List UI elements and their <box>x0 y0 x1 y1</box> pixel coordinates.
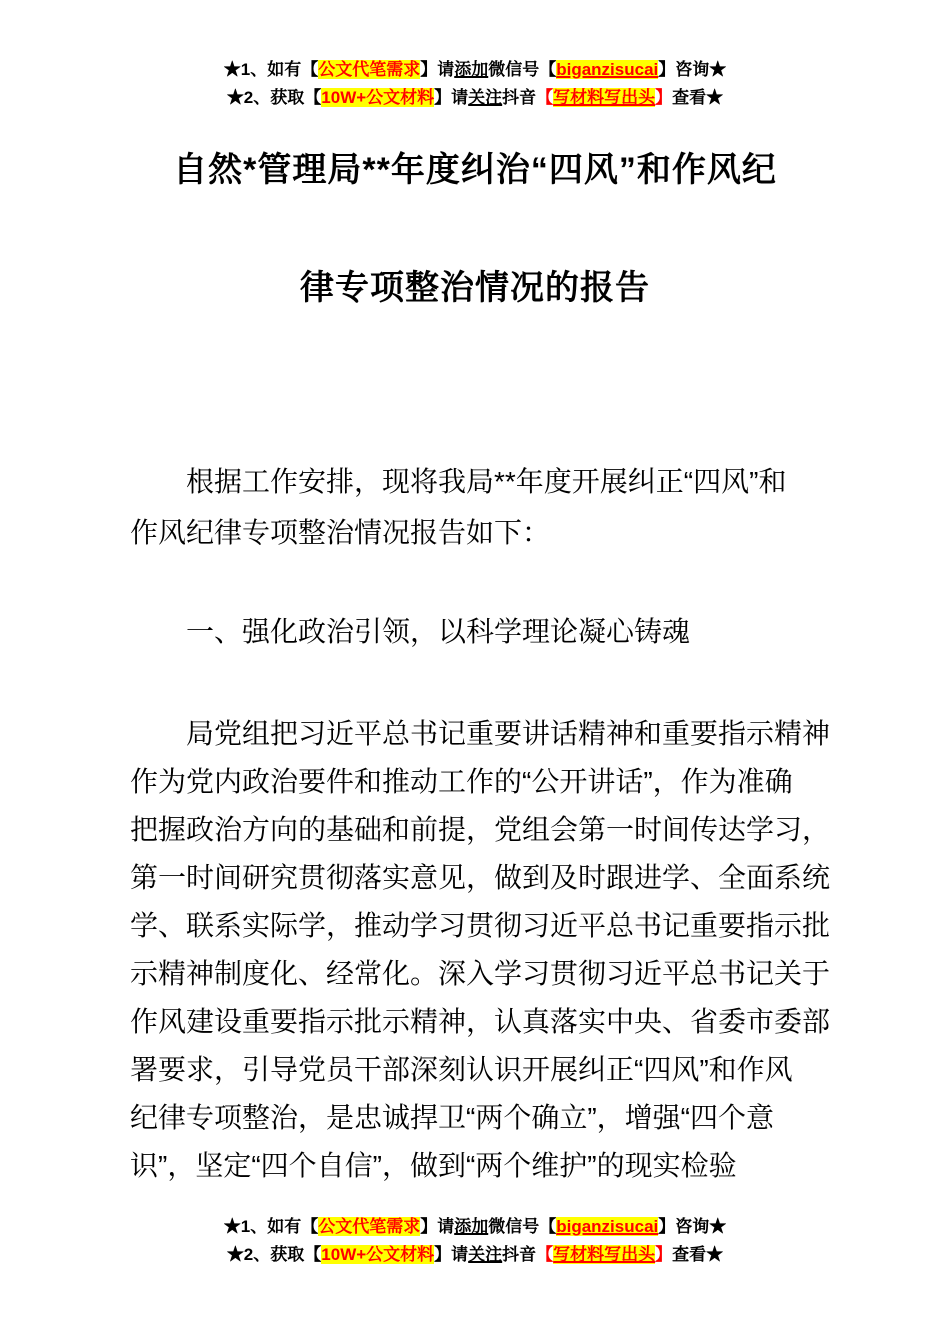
paragraph-line: 局党组把习近平总书记重要讲话精神和重要指示精神 <box>186 718 831 749</box>
promo-highlight-service: 公文代笔需求 <box>318 1217 421 1236</box>
promo-text: 】咨询★ <box>658 1217 727 1236</box>
document-title-line-1: 自然*管理局**年度纠治“四风”和作风纪 <box>173 151 777 189</box>
promo-underline-action: 关注 <box>468 1245 503 1264</box>
promo-banner-bottom <box>0 1213 950 1269</box>
promo-line-2 <box>0 84 950 112</box>
promo-highlight-service: 公文代笔需求 <box>318 60 421 79</box>
promo-text: 】请 <box>420 1217 455 1236</box>
promo-text: 查看★ <box>672 1245 724 1264</box>
promo-text: ★2、获取【 <box>226 1245 322 1264</box>
paragraph-line: 署要求，引导党员干部深刻认识开展纠正“四风”和作风 <box>130 1054 793 1085</box>
promo-line-1 <box>0 56 950 84</box>
promo-red-bracket-open: 【 <box>536 88 554 107</box>
promo-text: 抖音 <box>502 1245 537 1264</box>
promo-red-bracket-close: 】 <box>655 1245 673 1264</box>
promo-text: 】咨询★ <box>658 60 727 79</box>
promo-highlight-wechat-account: biganzisucai <box>556 1217 659 1236</box>
body-paragraph-1 <box>130 710 830 1190</box>
intro-paragraph <box>130 456 830 558</box>
promo-text: 抖音 <box>502 88 537 107</box>
section-heading-text: 一、强化政治引领，以科学理论凝心铸魂 <box>186 616 691 647</box>
promo-line-2 <box>0 1241 950 1269</box>
promo-red-bracket-close: 】 <box>655 88 673 107</box>
paragraph-line: 识”，坚定“四个自信”，做到“两个维护”的现实检验 <box>130 1150 737 1181</box>
promo-text: ★1、如有【 <box>223 60 319 79</box>
promo-text: 查看★ <box>672 88 724 107</box>
paragraph-line: 作风建设重要指示批示精神，认真落实中央、省委市委部 <box>130 1006 831 1037</box>
document-title-line-2: 律专项整治情况的报告 <box>300 269 650 307</box>
promo-highlight-material: 10W+公文材料 <box>321 1245 435 1264</box>
paragraph-line: 学、联系实际学，推动学习贯彻习近平总书记重要指示批 <box>130 910 831 941</box>
paragraph-line: 第一时间研究贯彻落实意见，做到及时跟进学、全面系统 <box>130 862 831 893</box>
promo-line-1 <box>0 1213 950 1241</box>
promo-text: 微信号【 <box>488 60 557 79</box>
paragraph-line: 纪律专项整治，是忠诚捍卫“两个确立”，增强“四个意 <box>130 1102 774 1133</box>
promo-highlight-material: 10W+公文材料 <box>321 88 435 107</box>
promo-banner-top <box>0 56 950 112</box>
promo-text: 】请 <box>434 88 469 107</box>
promo-underline-action: 添加 <box>454 60 489 79</box>
paragraph-line: 作风纪律专项整治情况报告如下： <box>130 517 551 548</box>
section-heading-1 <box>130 607 830 657</box>
paragraph-line: 根据工作安排，现将我局**年度开展纠正“四风”和 <box>186 466 787 497</box>
paragraph-line: 示精神制度化、经常化。深入学习贯彻习近平总书记关于 <box>130 958 831 989</box>
promo-text: 】请 <box>434 1245 469 1264</box>
promo-text: ★1、如有【 <box>223 1217 319 1236</box>
paragraph-line: 把握政治方向的基础和前提，党组会第一时间传达学习， <box>130 814 831 845</box>
promo-text: 】请 <box>420 60 455 79</box>
promo-text: 微信号【 <box>488 1217 557 1236</box>
promo-highlight-wechat-account: biganzisucai <box>556 60 659 79</box>
promo-text: ★2、获取【 <box>226 88 322 107</box>
promo-red-bracket-open: 【 <box>536 1245 554 1264</box>
promo-underline-action: 添加 <box>454 1217 489 1236</box>
promo-highlight-douyin-account: 写材料写出头 <box>553 88 656 107</box>
paragraph-line: 作为党内政治要件和推动工作的“公开讲话”，作为准确 <box>130 766 793 797</box>
promo-highlight-douyin-account: 写材料写出头 <box>553 1245 656 1264</box>
promo-underline-action: 关注 <box>468 88 503 107</box>
